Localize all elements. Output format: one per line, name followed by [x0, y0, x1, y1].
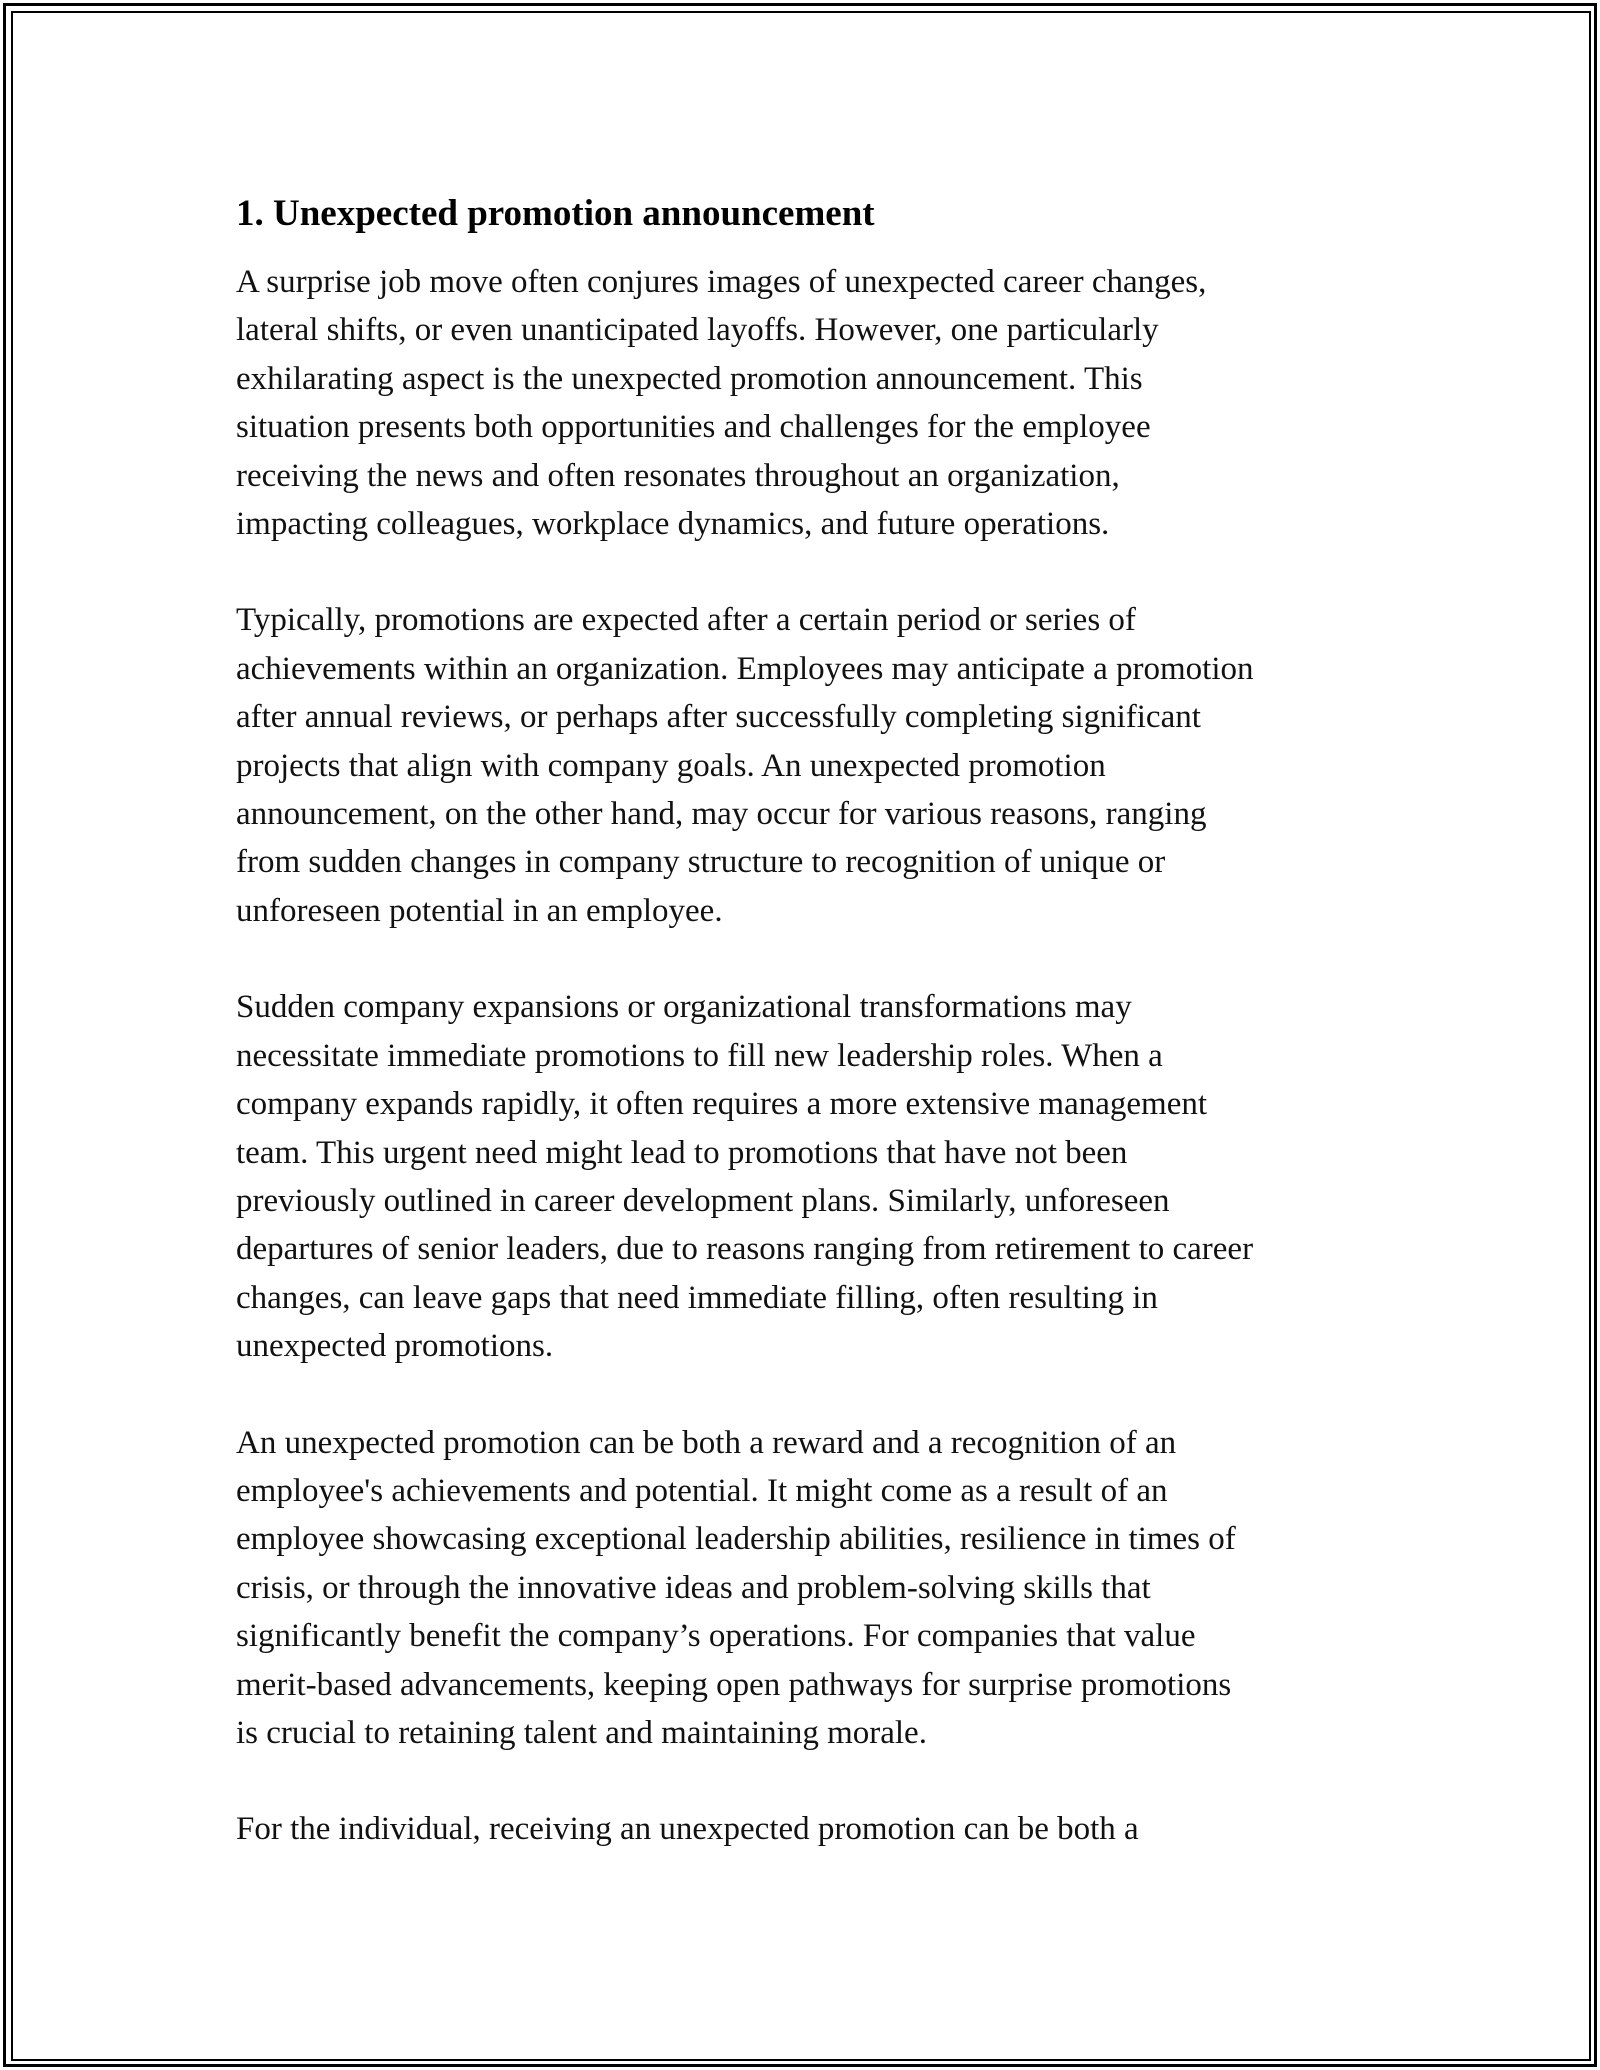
paragraph-2: Typically, promotions are expected after a certain period or series of achievements within an organization. Employees may anticipate a promotion after annual reviews, or perhaps after successfully completing significant projects that align with company goals. An unexpected promotion announcement, on the other hand, may occur for various reasons, ranging from sudden changes in company structure to recognition of unique or unforeseen potential in an employee.	[236, 602, 1254, 929]
paragraph-3: Sudden company expansions or organizational transformations may necessitate immediate promotions to fill new leadership roles. When a company expands rapidly, it often requires a more extensive management team. This urgent need might lead to promotions that have not been previously outlined in career development plans. Similarly, unforeseen departures of senior leaders, due to reasons ranging from retirement to career changes, can leave gaps that need immediate filling, often resulting in unexpected promotions.	[236, 989, 1254, 1365]
paragraph-1: A surprise job move often conjures images of unexpected career changes, lateral shifts, or even unanticipated layoffs. However, one particularly exhilarating aspect is the unexpected promotion announcement. This situation presents both opportunities and challenges for the employee receiving the news and often resonates throughout an organization, impacting colleagues, workplace dynamics, and future operations.	[236, 264, 1207, 543]
document-body	[236, 186, 1376, 1854]
paragraph-4: An unexpected promotion can be both a reward and a recognition of an employee's achievements and potential. It might come as a result of an employee showcasing exceptional leadership abilities, resilience in times of crisis, or through the innovative ideas and problem-solving skills that significantly benefit the company’s operations. For companies that value merit-based advancements, keeping open pathways for surprise promotions is crucial to retaining talent and maintaining morale.	[236, 1424, 1236, 1751]
section-heading: 1. Unexpected promotion announcement	[236, 193, 875, 234]
paragraph-5: For the individual, receiving an unexpected promotion can be both a	[236, 1811, 1139, 1848]
